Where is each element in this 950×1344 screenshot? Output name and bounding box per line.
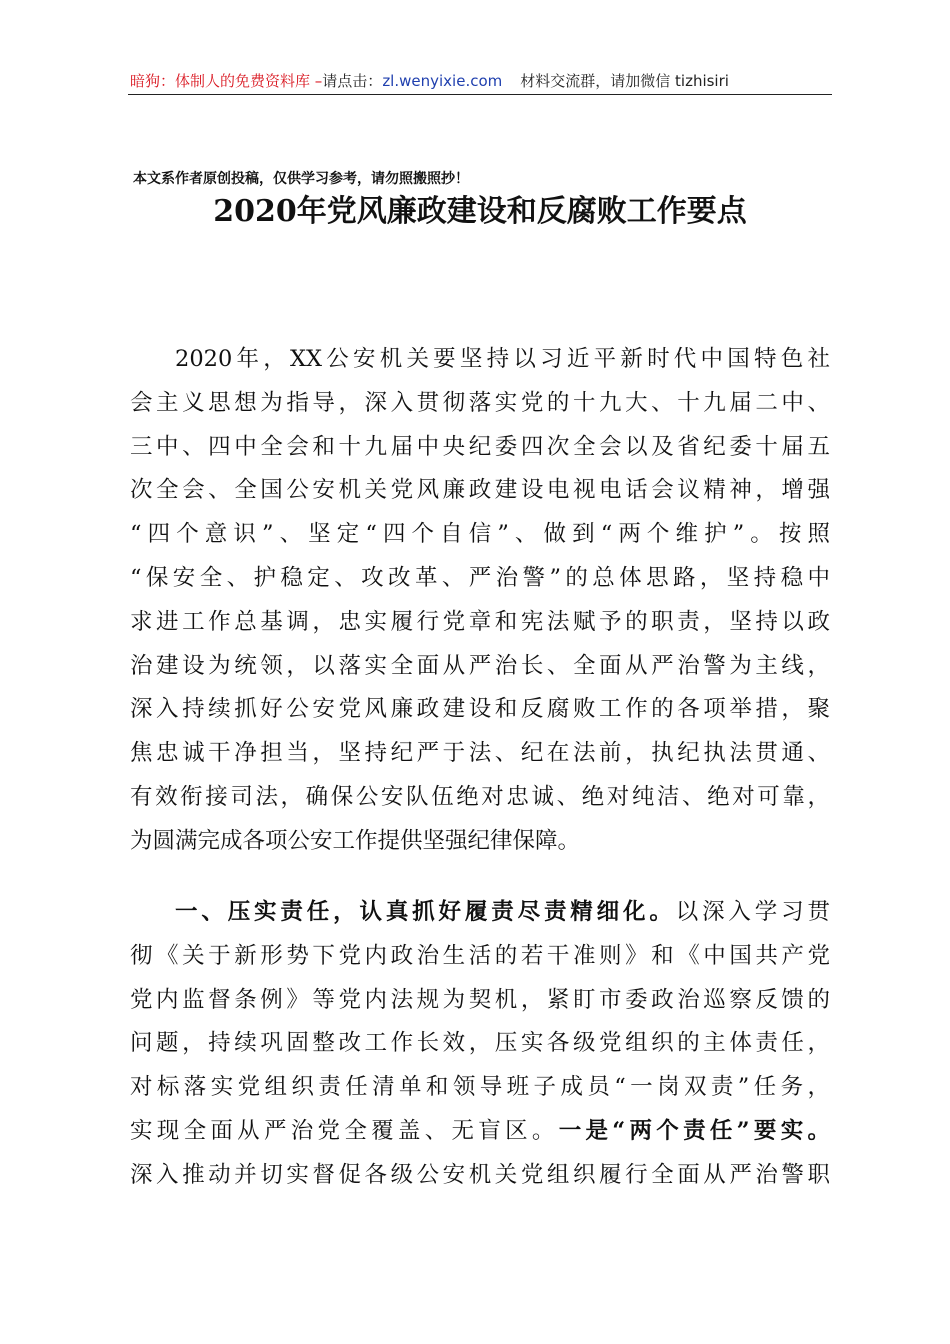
paragraph-line: 问题，持续巩固整改工作长效，压实各级党组织的主体责任， — [130, 1030, 830, 1057]
paragraph-line: 焦忠诚干净担当，坚持纪严于法、纪在法前，执纪执法贯通、 — [130, 740, 830, 767]
intro-paragraph — [130, 338, 830, 864]
section-one-paragraph — [130, 891, 830, 1198]
paragraph-line: “四个意识”、坚定“四个自信”、做到“两个维护”。按照 — [130, 521, 830, 548]
document-title: 2020年党风廉政建设和反腐败工作要点 — [213, 194, 747, 229]
header-click-prefix: 请点击： — [322, 72, 383, 90]
section-one-heading: 一、压实责任，认真抓好履责尽责精细化。 — [175, 899, 676, 925]
header-divider — [128, 94, 832, 95]
paragraph-line: 为圆满完成各项公安工作提供坚强纪律保障。 — [130, 827, 581, 854]
paragraph-line: 2020年，XX公安机关要坚持以习近平新时代中国特色社 — [175, 346, 830, 372]
paragraph-line: 深入推动并切实督促各级公安机关党组织履行全面从严治警职 — [130, 1161, 830, 1188]
paragraph-line: 有效衔接司法，确保公安队伍绝对忠诚、绝对纯洁、绝对可靠， — [130, 783, 830, 810]
copyright-notice: 本文系作者原创投稿，仅供学习参考，请勿照搬照抄！ — [133, 171, 469, 187]
paragraph-line: 党内监督条例》等党内法规为契机，紧盯市委政治巡察反馈的 — [130, 986, 830, 1013]
paragraph-line: 求进工作总基调，忠实履行党章和宪法赋予的职责，坚持以政 — [130, 608, 830, 635]
section-one-first-line — [130, 891, 830, 935]
paragraph-line: 治建设为统领，以落实全面从严治长、全面从严治警为主线， — [130, 652, 830, 679]
paragraph-line: 彻《关于新形势下党内政治生活的若干准则》和《中国共产党 — [130, 942, 830, 969]
paragraph-line: 深入持续抓好公安党风廉政建设和反腐败工作的各项举措，聚 — [130, 696, 830, 723]
section-one-line6-text: 实现全面从严治党全覆盖、无盲区。 — [130, 1117, 559, 1144]
header-separator: – — [310, 72, 323, 90]
paragraph-line: 会主义思想为指导，深入贯彻落实党的十九大、十九届二中、 — [130, 389, 830, 416]
paragraph-line: 三中、四中全会和十九届中央纪委四次全会以及省纪委十届五 — [130, 433, 830, 460]
paragraph-line: “保安全、护稳定、攻改革、严治警”的总体思路，坚持稳中 — [130, 564, 830, 591]
page-header — [130, 70, 832, 94]
section-one-line1-rest: 以深入学习贯 — [675, 899, 830, 925]
paragraph-line: 对标落实党组织责任清单和领导班子成员“一岗双责”任务， — [130, 1074, 830, 1101]
header-url-link[interactable]: zl.wenyixie.com — [382, 72, 503, 90]
header-wechat-text: 材料交流群，请加微信 tizhisiri — [520, 72, 729, 90]
paragraph-line: 次全会、全国公安机关党风廉政建设电视电话会议精神，增强 — [130, 477, 830, 504]
subpoint-heading: 一是“两个责任”要实。 — [558, 1117, 830, 1144]
header-site-label: 暗狗：体制人的免费资料库 — [130, 72, 311, 90]
section-one-line6 — [130, 1110, 830, 1154]
